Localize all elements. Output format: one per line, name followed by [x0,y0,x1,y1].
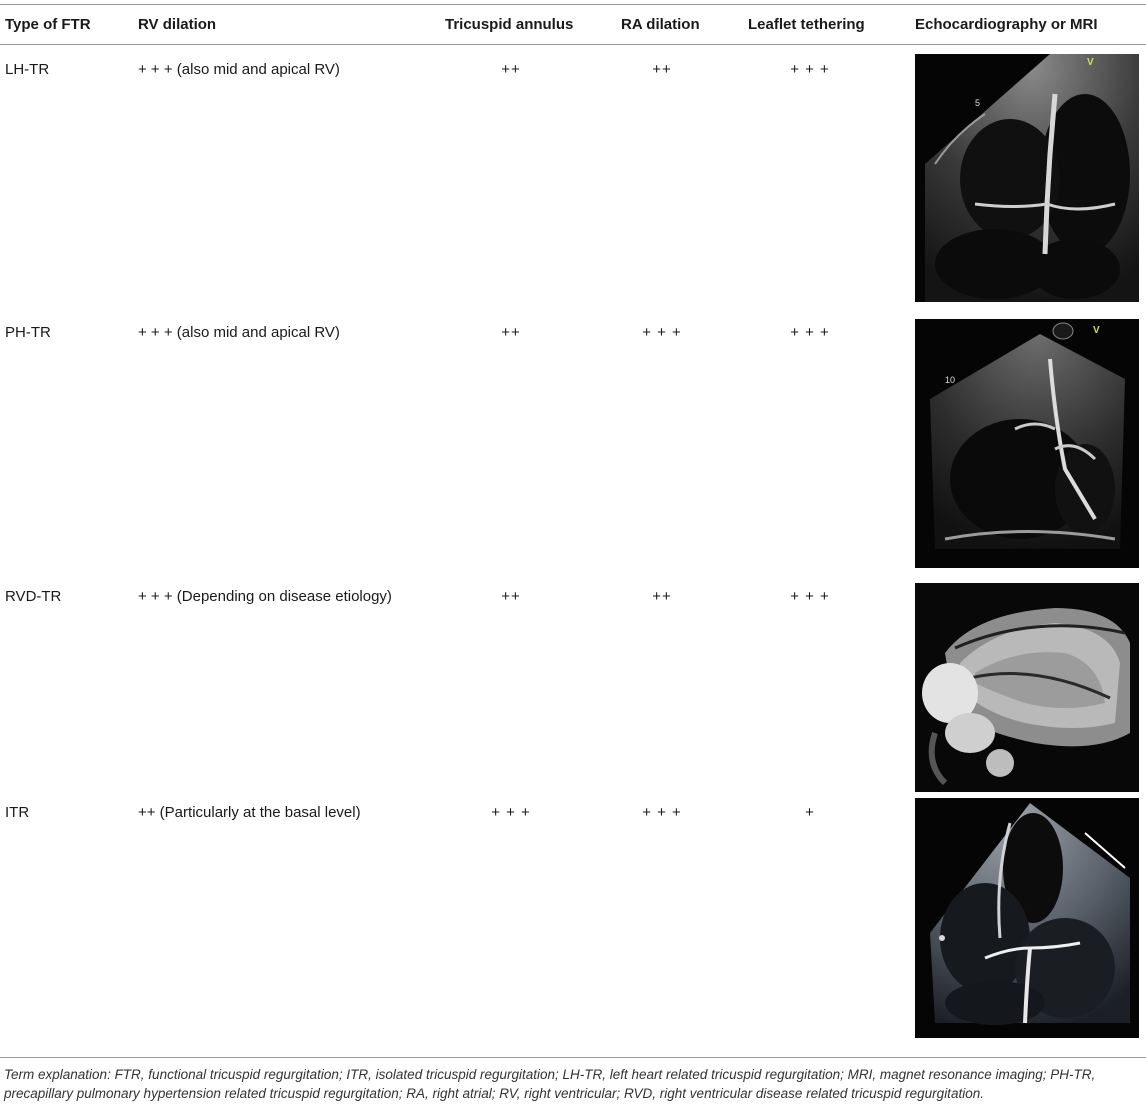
row-type: RVD-TR [5,588,62,605]
row-type: LH-TR [5,61,50,78]
row-ra-dilation: ++ [652,588,672,605]
echo-image-itr [915,798,1139,1038]
table-row [0,574,1146,792]
echo-marker-label: V [1087,57,1094,68]
row-type: ITR [5,804,30,821]
row-leaflet-tethering: + + + [790,61,830,78]
row-ra-dilation: + + + [642,324,682,341]
table-footnote: Term explanation: FTR, functional tricuspid regurgitation; ITR, isolated tricuspid regurgitation; LH-TR, left heart related tricuspid regurgitation; MRI, magnet resonance imaging; PH-TR, precapillary pulmonary hypertension related tricuspid regurgitation; RA, right atrial; RV, right ventricular; RVD, right ventricular disease related tricuspid regurgitation. [4,1067,1096,1101]
header-imaging: Echocardiography or MRI [915,16,1098,33]
header-type: Type of FTR [5,16,91,33]
header-rv-dilation: RV dilation [138,16,217,33]
header-ra-dilation: RA dilation [621,16,700,33]
table-row [0,792,1146,1042]
row-tricuspid-annulus: ++ [501,324,521,341]
header-tricuspid-annulus: Tricuspid annulus [445,16,574,33]
row-ra-dilation: + + + [642,804,682,821]
mri-image-rvd-tr [915,583,1139,792]
echo-image-ph-tr [915,319,1139,568]
header-leaflet-tethering: Leaflet tethering [748,16,865,33]
row-type: PH-TR [5,324,51,341]
echo-image-lh-tr [915,54,1139,302]
table-row [0,306,1146,574]
echo-depth-label: 5 [975,98,981,108]
row-leaflet-tethering: + [805,804,815,821]
row-leaflet-tethering: + + + [790,588,830,605]
table-bottom-rule [0,1057,1146,1058]
row-ra-dilation: ++ [652,61,672,78]
row-tricuspid-annulus: ++ [501,61,521,78]
echo-marker-label: V [1093,325,1100,336]
row-tricuspid-annulus: + + + [491,804,531,821]
row-rv-dilation: + + + (also mid and apical RV) [138,61,340,78]
row-rv-dilation: + + + (Depending on disease etiology) [138,588,392,605]
table-header-row [0,4,1146,44]
row-tricuspid-annulus: ++ [501,588,521,605]
echo-depth-label: 10 [945,375,956,385]
row-rv-dilation: + + + (also mid and apical RV) [138,324,340,341]
row-leaflet-tethering: + + + [790,324,830,341]
row-rv-dilation: ++ (Particularly at the basal level) [138,804,361,821]
table-row [0,44,1146,306]
